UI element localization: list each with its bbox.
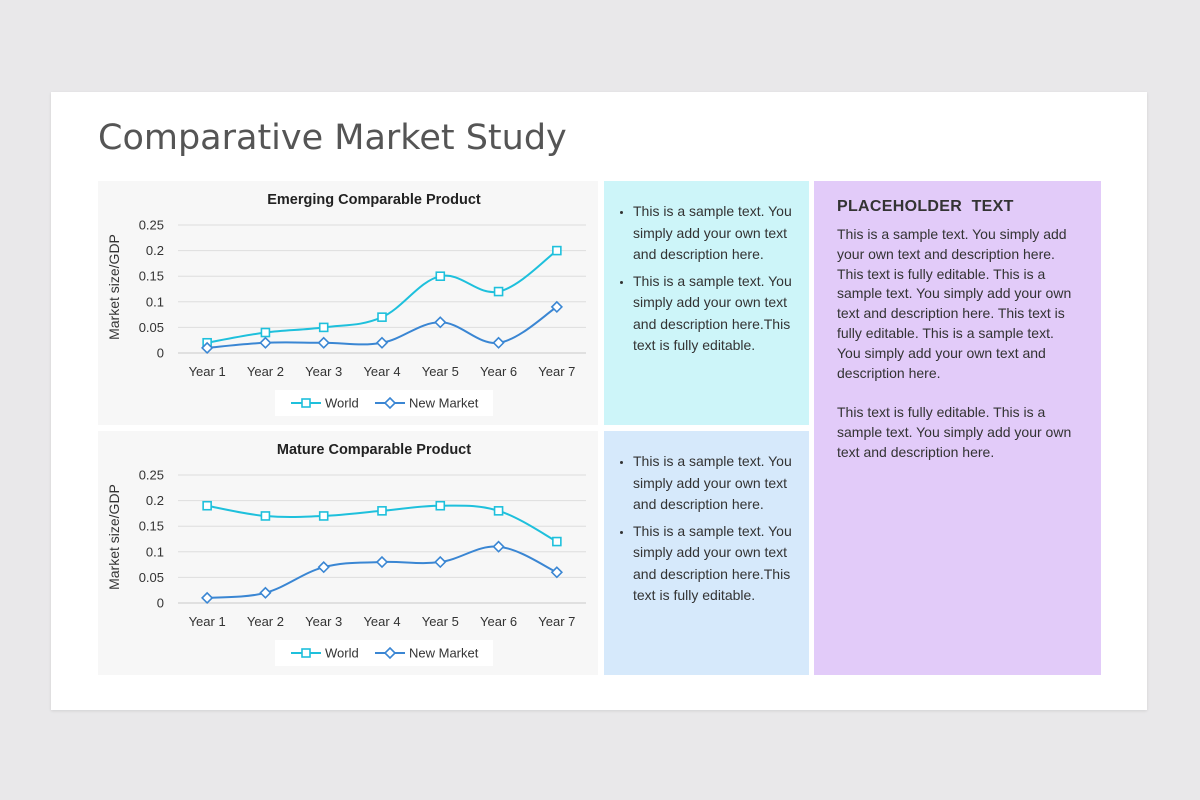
chart1-title: Mature Comparable Product <box>276 442 472 458</box>
chart0-point-new-market <box>319 338 329 348</box>
chart0-series-world <box>203 247 561 347</box>
top-bullet-list <box>614 201 795 357</box>
chart1-legend-label-world: World <box>325 645 359 661</box>
chart1-legend-label-new-market: New Market <box>409 645 479 661</box>
chart0-y-tick-label: 0.25 <box>138 217 164 233</box>
chart1-point-world <box>320 512 328 520</box>
chart0-point-world <box>495 288 503 296</box>
emerging-chart <box>98 181 598 425</box>
mature-chart-panel <box>98 431 598 675</box>
chart1-x-tick-label: Year 1 <box>188 614 226 629</box>
chart0-x-tick-label: Year 6 <box>480 364 518 379</box>
chart1-x-tick-label: Year 5 <box>421 614 459 629</box>
chart1-point-new-market <box>377 557 387 567</box>
chart0-legend <box>275 390 493 416</box>
chart0-legend-marker-world <box>302 399 310 407</box>
bottom-text-box <box>604 431 809 675</box>
chart0-point-new-market <box>494 338 504 348</box>
top-bullet-1: • This is a sample text. You simply add your own text and description here. <box>633 201 795 266</box>
placeholder-box <box>814 181 1101 675</box>
chart1-y-axis-label: Market size/GDP <box>106 484 122 590</box>
chart1-point-world <box>261 512 269 520</box>
chart1-y-tick-label: 0.25 <box>138 467 164 483</box>
bottom-bullet-list <box>614 451 795 607</box>
chart0-y-tick-label: 0.1 <box>145 294 164 310</box>
chart1-point-new-market <box>202 593 212 603</box>
chart0-point-world <box>320 323 328 331</box>
chart0-point-new-market <box>377 338 387 348</box>
chart0-y-axis-label: Market size/GDP <box>106 234 122 340</box>
chart1-point-world <box>203 502 211 510</box>
chart0-x-tick-label: Year 3 <box>305 364 343 379</box>
chart0-point-world <box>436 272 444 280</box>
chart1-point-world <box>495 507 503 515</box>
bottom-bullet-1: • This is a sample text. You simply add your own text and description here. <box>633 451 795 516</box>
chart0-point-world <box>261 329 269 337</box>
top-bullet-2: • This is a sample text. You simply add your own text and description here.This text is fully editable. <box>633 271 795 357</box>
chart1-y-tick-label: 0.05 <box>138 569 164 585</box>
chart0-legend-label-world: World <box>325 395 359 411</box>
chart0-y-tick-label: 0 <box>156 345 164 361</box>
chart1-point-world <box>436 502 444 510</box>
slide-title: Comparative Market Study <box>98 118 567 158</box>
chart0-point-world <box>553 247 561 255</box>
chart1-point-new-market <box>260 588 270 598</box>
chart1-y-tick-label: 0.15 <box>138 518 164 534</box>
placeholder-heading: PLACEHOLDER TEXT <box>837 198 1014 215</box>
chart0-point-new-market <box>435 317 445 327</box>
emerging-chart-panel <box>98 181 598 425</box>
chart1-point-new-market <box>552 567 562 577</box>
chart1-y-tick-label: 0.1 <box>145 544 164 560</box>
chart0-point-world <box>378 313 386 321</box>
chart1-x-tick-label: Year 2 <box>246 614 284 629</box>
chart1-point-new-market <box>319 562 329 572</box>
chart1-series-world <box>203 502 561 546</box>
chart1-legend-marker-world <box>302 649 310 657</box>
chart1-point-world <box>553 538 561 546</box>
placeholder-paragraph-1: This is a sample text. You simply add your own text and description here. This text is fully editable. This is a sample text. You simply add your own text and description here. This text is fully editable. This is a sample text. You simply add your own text and description here. <box>837 226 1072 381</box>
chart1-x-tick-label: Year 6 <box>480 614 518 629</box>
top-text-box <box>604 181 809 425</box>
chart1-y-tick-label: 0 <box>156 595 164 611</box>
placeholder-paragraph-2: This text is fully editable. This is a sample text. You simply add your own text and description here. <box>837 404 1072 460</box>
chart0-x-tick-label: Year 7 <box>538 364 576 379</box>
chart1-x-tick-label: Year 7 <box>538 614 576 629</box>
bottom-bullet-2: • This is a sample text. You simply add your own text and description here.This text is fully editable. <box>633 521 795 607</box>
chart1-x-tick-label: Year 3 <box>305 614 343 629</box>
chart0-y-tick-label: 0.05 <box>138 319 164 335</box>
chart0-legend-label-new-market: New Market <box>409 395 479 411</box>
chart1-legend <box>275 640 493 666</box>
chart0-y-tick-label: 0.2 <box>145 243 164 259</box>
chart1-point-world <box>378 507 386 515</box>
chart0-y-tick-label: 0.15 <box>138 268 164 284</box>
chart0-x-tick-label: Year 1 <box>188 364 226 379</box>
chart0-line-world <box>207 251 557 343</box>
slide <box>51 92 1147 710</box>
chart1-point-new-market <box>494 542 504 552</box>
chart1-point-new-market <box>435 557 445 567</box>
chart1-line-new-market <box>207 547 557 598</box>
chart0-x-tick-label: Year 4 <box>363 364 401 379</box>
chart1-series-new-market <box>202 542 562 603</box>
chart0-title: Emerging Comparable Product <box>267 192 481 208</box>
chart1-x-tick-label: Year 4 <box>363 614 401 629</box>
mature-chart <box>98 431 598 675</box>
chart0-point-new-market <box>260 338 270 348</box>
chart0-x-tick-label: Year 5 <box>421 364 459 379</box>
chart1-y-tick-label: 0.2 <box>145 493 164 509</box>
chart0-x-tick-label: Year 2 <box>246 364 284 379</box>
